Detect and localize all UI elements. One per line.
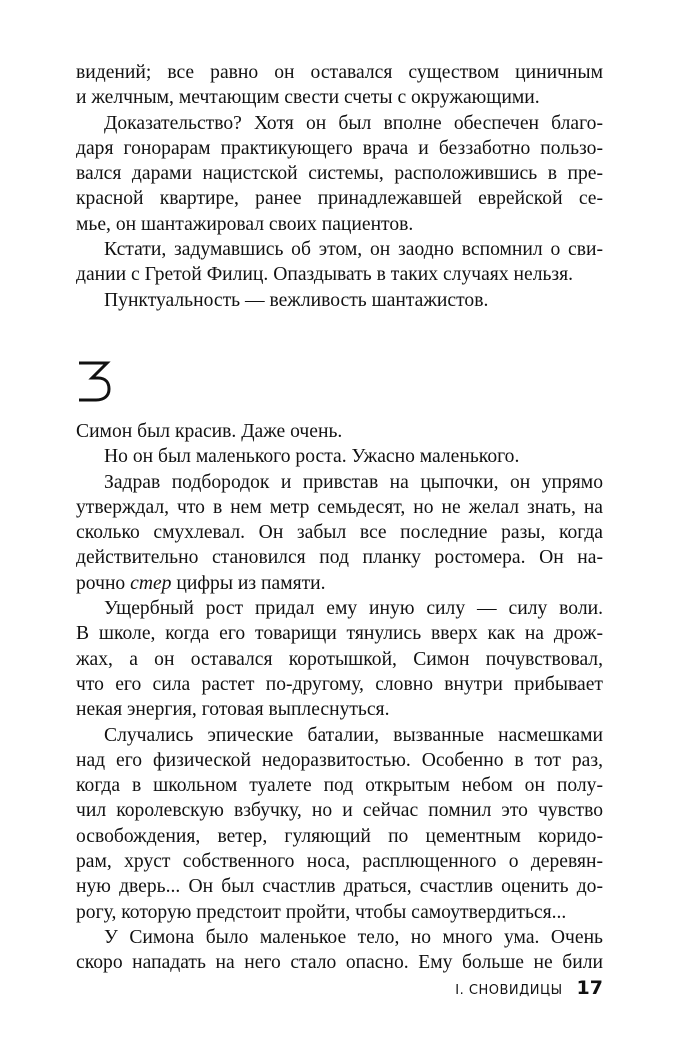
italic-word: стер — [130, 572, 172, 594]
text-line: утверждал, что в нем метр семьдесят, но не желал знать, на — [76, 496, 603, 518]
text-line: видений; все равно он оставался существом циничным — [76, 62, 603, 83]
text-line: чил королевскую взбучку, но и сейчас помнил это чувство — [76, 800, 603, 822]
text-line: над его физической недоразвитостью. Особенно в тот раз, — [76, 749, 603, 771]
text-line: когда в школьном туалете под открытым небом он полу- — [76, 775, 603, 797]
paragraph — [76, 925, 603, 976]
text-line: мье, он шантажировал своих пациентов. — [76, 213, 414, 235]
text-line: дании с Гретой Филиц. Опаздывать в таких случаях нельзя. — [76, 264, 574, 286]
text-line — [76, 571, 603, 596]
text-line: У Симона было маленькое тело, но много ума. Очень — [104, 926, 603, 948]
text-line: освобождения, ветер, гуляющий по цементным коридо- — [76, 825, 603, 847]
text-line: что его сила растет по-другому, словно внутри прибывает — [76, 673, 603, 695]
chapter-text — [76, 419, 603, 976]
running-head: I. СНОВИДИЦЫ — [455, 983, 563, 998]
chapter-number — [76, 358, 116, 404]
text-line: Кстати, задумавшись об этом, он заодно вспомнил о сви- — [104, 239, 603, 261]
page-number: 17 — [576, 977, 603, 999]
text-line: сколько смухлевал. Он забыл все последние разы, когда — [76, 522, 603, 544]
page-footer — [455, 977, 603, 999]
text-line: действительно становился под планку ростомера. Он на- — [76, 547, 603, 569]
text-line: Симон был красив. Даже очень. — [76, 421, 343, 442]
text-line: Задрав подбородок и привстав на цыпочки, он упрямо — [104, 471, 603, 493]
text-run: цифры из памяти. — [171, 572, 326, 594]
text-line: Случались эпические баталии, вызванные насмешками — [104, 724, 603, 746]
text-line: Пунктуальность — вежливость шантажистов. — [104, 289, 489, 311]
paragraph — [76, 419, 603, 444]
paragraph — [76, 444, 603, 469]
paragraph — [76, 470, 603, 596]
text-line: рогу, которую предстоит пройти, чтобы самоутвердиться... — [76, 901, 567, 923]
paragraph — [76, 723, 603, 925]
paragraph — [76, 237, 603, 288]
text-line: красной квартире, ранее принадлежавшей еврейской се- — [76, 188, 603, 210]
text-line: рам, хруст собственного носа, расплющенного о деревян- — [76, 851, 603, 873]
text-run: рочно — [76, 572, 131, 594]
paragraph — [76, 60, 603, 111]
text-line: ную дверь... Он был счастлив драться, счастлив оценить до- — [76, 876, 603, 898]
paragraph — [76, 111, 603, 237]
paragraph — [76, 596, 603, 722]
text-line: В школе, когда его товарищи тянулись вверх как на дрож- — [76, 623, 603, 645]
text-line: некая энергия, готовая выплеснуться. — [76, 699, 390, 721]
chapter-number-glyph — [76, 358, 112, 404]
text-line: вался дарами нацистской системы, расположившись в пре- — [76, 163, 603, 185]
chapter-number-text: 3 — [76, 358, 77, 359]
text-line: жах, а он оставался коротышкой, Симон почувствовал, — [76, 648, 603, 670]
text-line: и желчным, мечтающим свести счеты с окружающими. — [76, 87, 540, 109]
text-line: Ущербный рост придал ему иную силу — силу воли. — [104, 598, 603, 620]
text-line: Но он был маленького роста. Ужасно маленького. — [104, 446, 520, 468]
paragraph — [76, 288, 603, 313]
previous-chapter-text — [76, 60, 603, 313]
text-line: Доказательство? Хотя он был вполне обеспечен благо- — [104, 112, 603, 134]
text-line: скоро нападать на него стало опасно. Ему больше не били — [76, 952, 603, 974]
text-line: даря гонорарам практикующего врача и беззаботно пользо- — [76, 137, 603, 159]
